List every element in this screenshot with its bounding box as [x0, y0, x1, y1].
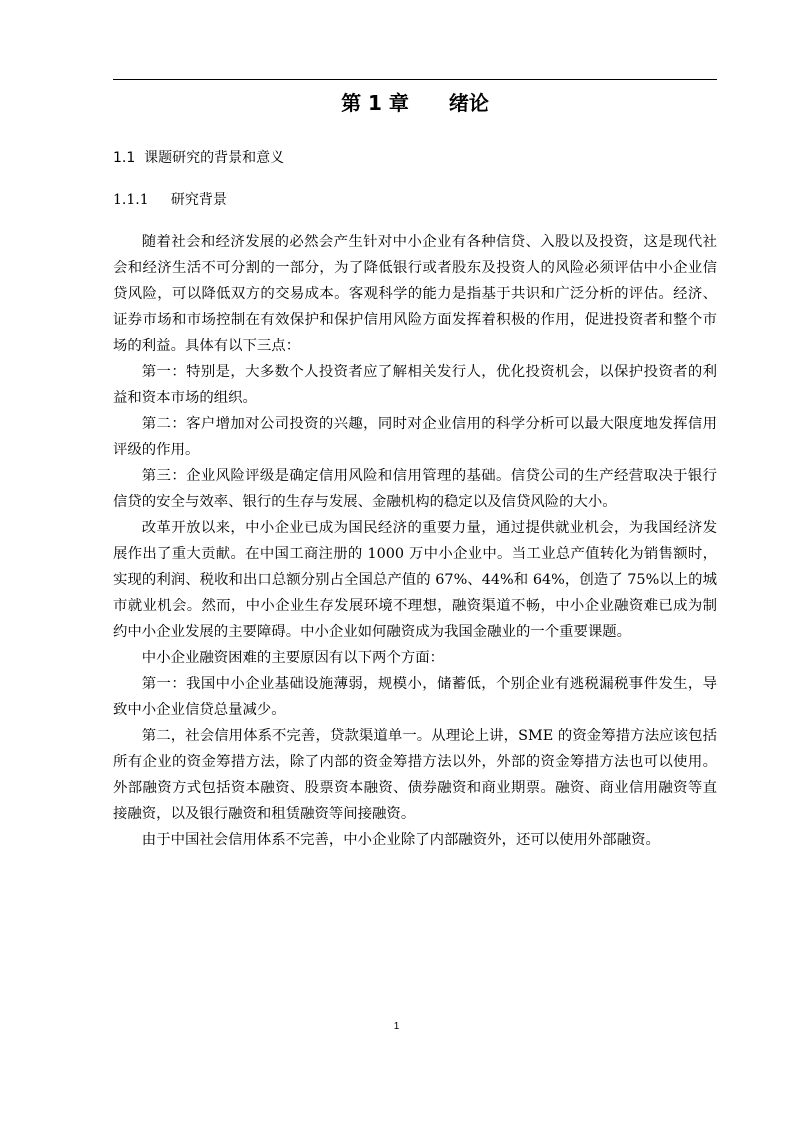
paragraph: 第二，社会信用体系不完善，贷款渠道单一。从理论上讲，SME 的资金筹措方法应该包括所有企业的资金筹措方法，除了内部的资金筹措方法以外，外部的资金筹措方法也可以使用。外部融资方式包括资本融资、股票资本融资、债券融资和商业期票。融资、商业信用融资等直接融资，以及银行融资和租赁融资等间接融资。 — [113, 728, 717, 822]
header-rule — [113, 79, 717, 80]
paragraph: 由于中国社会信用体系不完善，中小企业除了内部融资外，还可以使用外部融资。 — [141, 832, 660, 848]
section-heading-1-1-1: 1.1.1 研究背景 — [113, 192, 227, 208]
paragraph: 随着社会和经济发展的必然会产生针对中小企业有各种信贷、入股以及投资，这是现代社会和经济生活不可分割的一部分，为了降低银行或者股东及投资人的风险必须评估中小企业信贷风险，可以降低双方的交易成本。客观科学的能力是指基于共识和广泛分析的评估。经济、证券市场和市场控制在有效保护和保护信用风险方面发挥着积极的作用，促进投资者和整个市场的利益。具体有以下三点： — [113, 234, 717, 354]
paragraph: 改革开放以来，中小企业已成为国民经济的重要力量，通过提供就业机会，为我国经济发展作出了重大贡献。在中国工商注册的 1000 万中小企业中。当工业总产值转化为销售额时，实现的利润、税收和出口总额分别占全国总产值的 67%、44%和 64%，创造了 75%以上的城市就业机会。然而，中小企业生存发展环境不理想，融资渠道不畅，中小企业融资难已成为制约中小企业发展的主要障碍。中小企业如何融资成为我国金融业的一个重要课题。 — [113, 520, 717, 640]
paragraph: 第一：我国中小企业基础设施薄弱，规模小，储蓄低，个别企业有逃税漏税事件发生，导致中小企业信贷总量减少。 — [113, 676, 717, 718]
page-number: 1 — [393, 1021, 400, 1032]
paragraph: 中小企业融资困难的主要原因有以下两个方面： — [141, 650, 445, 666]
body-text — [113, 229, 717, 853]
chapter-title: 第 1 章 绪论 — [341, 91, 489, 115]
paragraph: 第二：客户增加对公司投资的兴趣，同时对企业信用的科学分析可以最大限度地发挥信用评级的作用。 — [113, 416, 717, 458]
paragraph: 第一：特别是，大多数个人投资者应了解相关发行人，优化投资机会，以保护投资者的利益和资本市场的组织。 — [113, 364, 717, 406]
section-heading-1-1: 1.1 课题研究的背景和意义 — [113, 150, 285, 166]
paragraph: 第三：企业风险评级是确定信用风险和信用管理的基础。信贷公司的生产经营取决于银行信贷的安全与效率、银行的生存与发展、金融机构的稳定以及信贷风险的大小。 — [113, 468, 717, 510]
